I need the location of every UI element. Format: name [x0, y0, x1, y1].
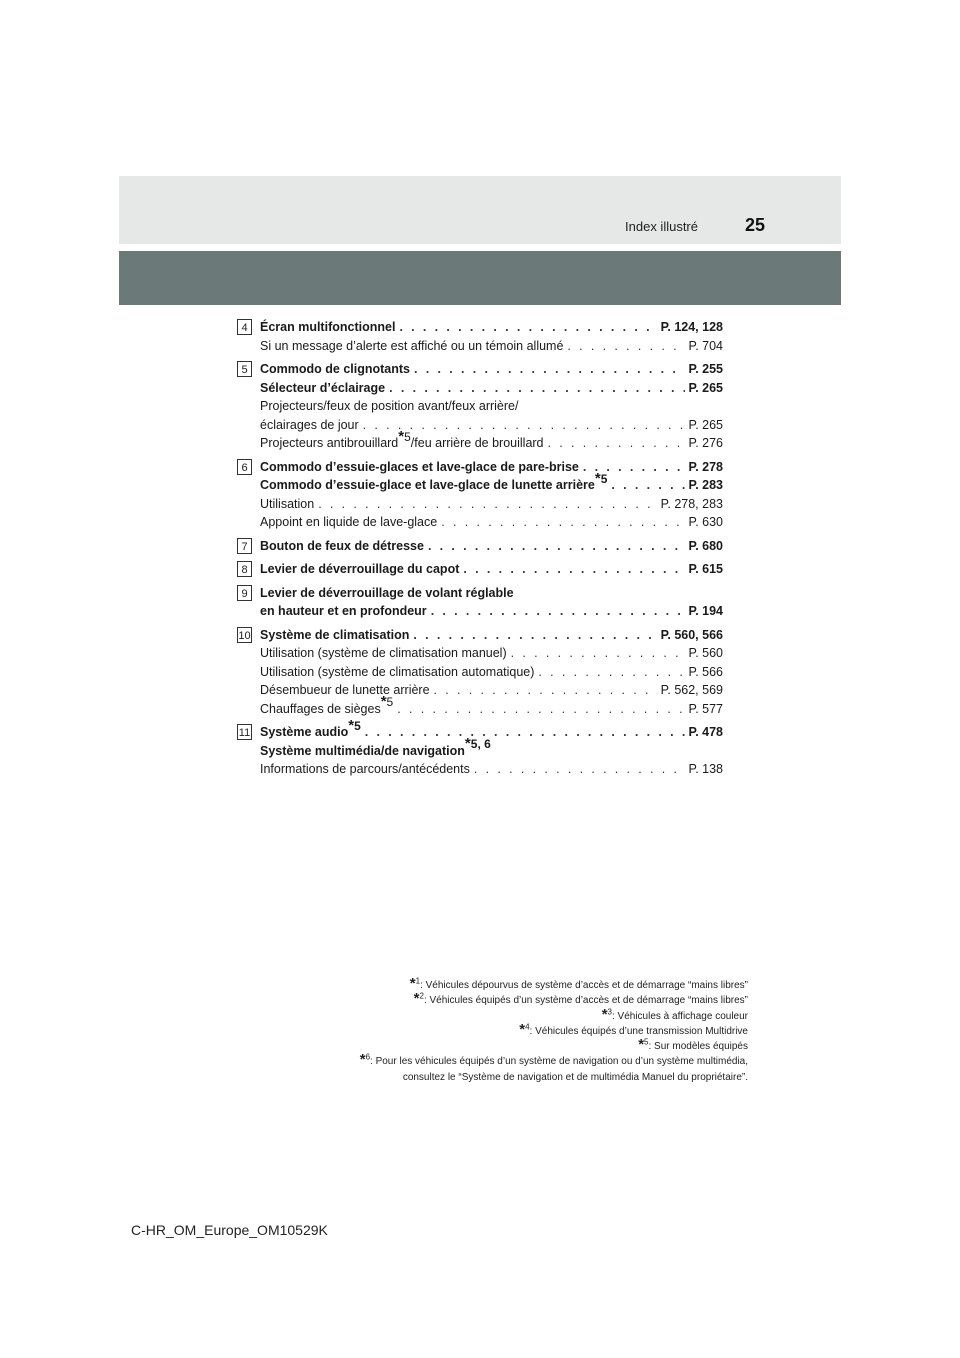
footnote: *$^2$: Véhicules équipés d’un système d’accès et de démarrage “mains libres” [413, 990, 748, 1008]
dot-leader [611, 476, 685, 495]
index-list [237, 318, 723, 784]
section-10 [237, 626, 723, 719]
dot-leader [548, 434, 686, 453]
dot-leader [538, 663, 685, 682]
section-marker: 7 [237, 538, 252, 554]
entry-label [260, 427, 544, 453]
page-reference: P. 680 [688, 538, 723, 553]
dot-leader [474, 760, 686, 779]
section-7 [237, 537, 723, 556]
index-entry [260, 537, 723, 556]
index-entry [260, 495, 723, 514]
footnote-continuation: consultez le “Système de navigation et de multimédia Manuel du propriétaire”. [402, 1071, 748, 1083]
dot-leader [511, 644, 686, 663]
index-entry [260, 360, 723, 379]
dot-leader [413, 626, 657, 645]
entry-label-line: Projecteurs/feux de position avant/feux arrière/ [260, 399, 519, 413]
section-marker: 4 [237, 319, 252, 335]
section-5 [237, 360, 723, 453]
footnote: *$^6$: Pour les véhicules équipés d’un système de navigation ou d’un système multimédia, [359, 1051, 748, 1069]
index-entry [260, 513, 723, 532]
dot-leader [365, 723, 686, 742]
index-entry [260, 416, 723, 435]
page-reference: P. 283 [688, 478, 723, 492]
entry-label-line: Levier de déverrouillage de volant réglable [260, 585, 514, 600]
entry-label: en hauteur et en profondeur [260, 604, 427, 618]
entry-label: Utilisation (système de climatisation automatique) [260, 664, 535, 679]
page-reference: P. 194 [688, 604, 723, 618]
index-entry [260, 318, 723, 337]
section-marker: 9 [237, 585, 252, 601]
page-number: 25 [745, 215, 766, 235]
header-bar [119, 176, 841, 244]
page-reference: P. 566 [688, 664, 723, 679]
dot-leader [399, 318, 657, 337]
entry-label: Chauffages de sièges$^{*5}$ [260, 693, 394, 716]
page-reference: P. 704 [688, 338, 723, 353]
index-entry [260, 379, 723, 398]
document-id: C-HR_OM_Europe_OM10529K [131, 1222, 328, 1238]
page-reference: P. 577 [688, 701, 723, 716]
footnote-ref: *5, 6 [464, 735, 491, 753]
entry-label-part: Projecteurs antibrouillard [260, 436, 399, 450]
dot-leader [441, 513, 685, 532]
index-entry [260, 458, 723, 477]
dot-leader [389, 379, 685, 398]
section-marker: 6 [237, 459, 252, 475]
header-band [119, 251, 841, 305]
entry-label: Appoint en liquide de lave-glace [260, 515, 438, 529]
entry-label: Système audio$^{*5}$ [260, 716, 361, 739]
index-entry [260, 760, 723, 779]
section-8 [237, 560, 723, 579]
entry-label: Informations de parcours/antécédents [260, 762, 470, 776]
page-reference: P. 255 [688, 362, 723, 376]
index-entry [260, 716, 723, 742]
dot-leader [428, 537, 686, 556]
section-marker: 5 [237, 361, 252, 377]
index-entry [260, 469, 723, 495]
index-entry [260, 427, 723, 453]
index-entry [260, 693, 723, 719]
entry-label: Si un message d’alerte est affiché ou un témoin allumé [260, 338, 564, 353]
dot-leader [318, 495, 657, 514]
section-marker: 11 [237, 724, 252, 740]
page-reference: P. 278 [688, 459, 723, 474]
index-entry [260, 626, 723, 645]
footnote: *$^1$: Véhicules dépourvus de système d’accès et de démarrage “mains libres” [409, 975, 748, 992]
section-9 [237, 584, 723, 621]
dot-leader [363, 416, 686, 435]
entry-label: Désembueur de lunette arrière [260, 683, 430, 697]
section-11 [237, 716, 723, 779]
entry-label: Bouton de feux de détresse [260, 538, 424, 553]
index-entry [260, 560, 723, 579]
entry-label: Sélecteur d’éclairage [260, 380, 386, 395]
index-entry [260, 681, 723, 700]
page-reference: P. 560, 566 [660, 627, 723, 642]
section-marker: 8 [237, 561, 252, 577]
page-reference: P. 560 [688, 646, 723, 660]
dot-leader [397, 700, 685, 719]
page-reference: P. 615 [688, 562, 723, 576]
page-reference: P. 278, 283 [660, 496, 723, 511]
entry-label: Utilisation (système de climatisation manuel) [260, 646, 507, 660]
page-reference: P. 630 [688, 515, 723, 529]
index-entry [260, 735, 723, 761]
dot-leader [431, 602, 686, 621]
footnote: *$^5$: Sur modèles équipés [638, 1036, 748, 1054]
entry-label: Utilisation [260, 496, 315, 511]
entry-label: Commodo d’essuie-glaces et lave-glace de pare-brise [260, 459, 579, 474]
page-reference: P. 265 [688, 380, 723, 395]
section-4 [237, 318, 723, 355]
footnote: *$^3$: Véhicules à affichage couleur [601, 1005, 748, 1023]
page-reference: P. 124, 128 [660, 320, 723, 334]
footnote-ref: *5 [398, 427, 411, 445]
footnote-ref: *5 [380, 693, 394, 711]
index-entry [260, 337, 723, 356]
entry-label: Commodo de clignotants [260, 362, 410, 376]
entry-label: éclairages de jour [260, 417, 359, 432]
dot-leader [434, 681, 658, 700]
page-reference: P. 562, 569 [660, 683, 723, 697]
entry-label: Système multimédia/de navigation [260, 743, 465, 758]
dot-leader [414, 360, 685, 379]
index-entry [260, 644, 723, 663]
section-6 [237, 458, 723, 532]
entry-label: Commodo d’essuie-glace et lave-glace de lunette arrière$^{*5}$ [260, 469, 608, 492]
page-reference: P. 138 [688, 762, 723, 776]
section-marker: 10 [237, 627, 252, 643]
footnotes [208, 975, 748, 1085]
dot-leader [567, 337, 685, 356]
page-reference: P. 276 [688, 436, 723, 450]
page-reference: P. 265 [688, 417, 723, 432]
footnote-ref: *5 [594, 469, 608, 487]
entry-label-part: /feu arrière de brouillard [410, 436, 544, 450]
page-reference: P. 478 [688, 725, 723, 739]
index-entry [260, 663, 723, 682]
footnote-ref: *5 [348, 716, 361, 734]
dot-leader [463, 560, 685, 579]
entry-label: Système de climatisation [260, 627, 410, 642]
entry-label: Levier de déverrouillage du capot [260, 562, 460, 576]
entry-label: Écran multifonctionnel [260, 320, 396, 334]
index-entry [260, 602, 723, 621]
footnote: *$^4$: Véhicules équipés d’une transmission Multidrive [519, 1020, 748, 1038]
section-title: Index illustré [625, 219, 698, 234]
